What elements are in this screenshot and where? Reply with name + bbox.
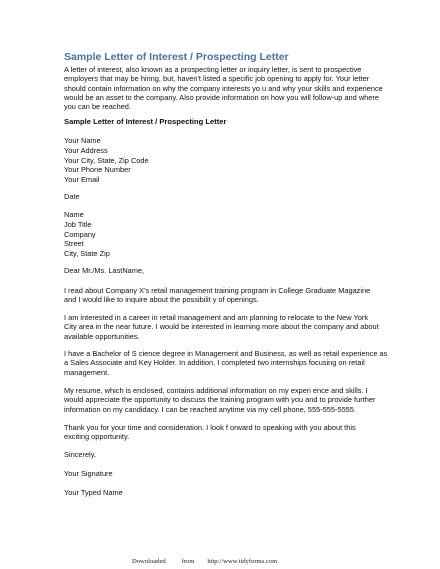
body-paragraph bbox=[64, 313, 384, 341]
intro-line: you can be reached. bbox=[64, 102, 131, 112]
paragraph-line: I am interested in a career in retail management and am planning to relocate to the New York bbox=[64, 313, 369, 322]
recipient-city: City, State Zip bbox=[64, 249, 110, 259]
intro-line: employers that may be hiring, but, haven't listed a specific job opening to apply for. Your letter bbox=[64, 74, 370, 84]
body-paragraph bbox=[64, 423, 384, 442]
signature-line: Your Signature bbox=[64, 469, 113, 478]
body-paragraph bbox=[64, 386, 384, 414]
paragraph-line: information on my candidacy. I can be reached anytime via my cell phone, 555-555-5555. bbox=[64, 404, 356, 414]
intro-paragraph bbox=[64, 65, 394, 111]
body-paragraph bbox=[64, 349, 388, 377]
letter-date: Date bbox=[64, 192, 80, 201]
intro-line: A letter of interest, also known as a prospecting letter or inquiry letter, is sent to prospective bbox=[64, 65, 362, 74]
paragraph-line: would appreciate the opportunity to discuss the training program with you and to provide further bbox=[64, 395, 376, 405]
intro-line: would be an asset to the company. Also provide information on how you will follow-up and where bbox=[64, 92, 379, 102]
recipient-name: Name bbox=[64, 210, 84, 219]
sender-address: Your Address bbox=[64, 145, 108, 155]
paragraph-line: exciting opportunity. bbox=[64, 432, 130, 442]
paragraph-line: Thank you for your time and consideration. I look f orward to speaking with you about this bbox=[64, 423, 356, 432]
sender-email: Your Email bbox=[64, 175, 100, 185]
recipient-company: Company bbox=[64, 229, 96, 239]
recipient-street: Street bbox=[64, 239, 84, 249]
paragraph-line: City area in the near future. I would be interested in learning more about the company and about bbox=[64, 322, 379, 332]
paragraph-line: management. bbox=[64, 367, 110, 377]
salutation: Dear Mr./Ms. LastName, bbox=[64, 266, 145, 275]
paragraph-line: I read about Company X's retail management training program in College Graduate Magazine bbox=[64, 286, 371, 295]
sender-address-block bbox=[64, 136, 149, 185]
footer-url-link[interactable]: http://www.tidyforms.com bbox=[207, 558, 278, 565]
download-footer bbox=[132, 558, 277, 565]
footer-downloaded: Downloaded bbox=[132, 558, 166, 565]
sender-city: Your City, State, Zip Code bbox=[64, 155, 149, 165]
footer-from: from bbox=[181, 558, 195, 565]
body-paragraph bbox=[64, 286, 384, 305]
intro-line: should contain information on why the company interests yo u and why your skills and experience bbox=[64, 83, 383, 93]
paragraph-line: I have a Bachelor of S cience degree in Management and Business, as well as retail experience as bbox=[64, 349, 388, 358]
letter-subtitle: Sample Letter of Interest / Prospecting Letter bbox=[64, 117, 227, 126]
recipient-job-title: Job Title bbox=[64, 219, 92, 229]
recipient-address-block bbox=[64, 210, 110, 259]
typed-name: Your Typed Name bbox=[64, 488, 123, 497]
paragraph-line: My resume, which is enclosed, contains additional information on my experi ence and skills. I bbox=[64, 386, 368, 395]
page-title: Sample Letter of Interest / Prospecting Letter bbox=[64, 51, 289, 63]
paragraph-line: a Sales Associate and Key Holder. In addition, I completed two internships focusing on retail bbox=[64, 358, 365, 368]
paragraph-line: available opportunities. bbox=[64, 331, 140, 341]
closing: Sincerely, bbox=[64, 450, 96, 459]
paragraph-line: and I would like to inquire about the possibilit y of openings. bbox=[64, 295, 259, 305]
sender-name: Your Name bbox=[64, 136, 101, 145]
sender-phone: Your Phone Number bbox=[64, 165, 131, 175]
